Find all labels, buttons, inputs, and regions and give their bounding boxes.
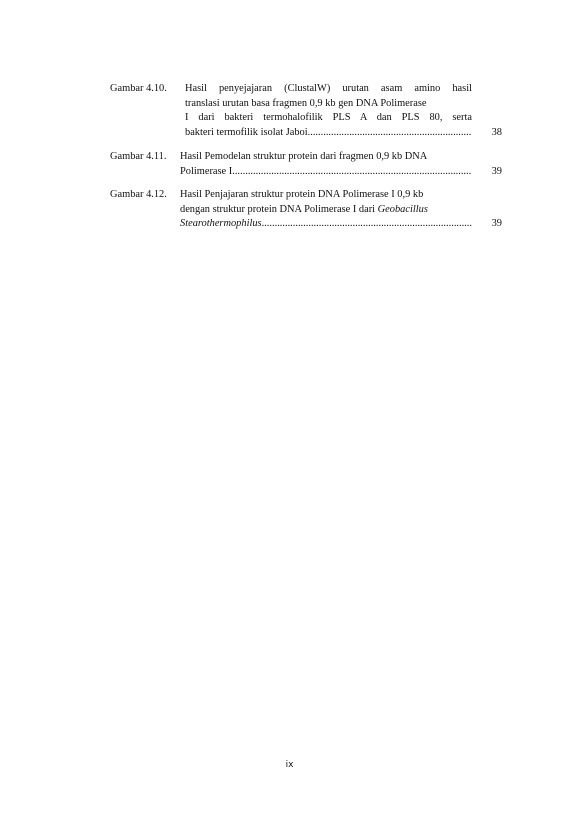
page-folio: ix bbox=[285, 760, 294, 770]
species-name-epithet: Stearothermophilus bbox=[180, 218, 262, 230]
caption-line-last bbox=[185, 126, 472, 141]
page-number: 39 bbox=[491, 165, 502, 177]
caption-line: Hasil Penjajaran struktur protein DNA Polimerase I 0,9 kb bbox=[180, 189, 424, 200]
caption-line-text: Polimerase I bbox=[180, 165, 233, 177]
caption-line bbox=[180, 203, 472, 218]
figure-label: Gambar 4.11. bbox=[110, 151, 167, 162]
species-name-genus: Geobacillus bbox=[377, 203, 428, 215]
caption-line-last bbox=[180, 165, 472, 180]
caption-line-text: bakteri termofilik isolat Jaboi bbox=[185, 127, 308, 139]
dot-leader bbox=[232, 165, 472, 180]
figure-list-entry-4-11 bbox=[110, 150, 502, 179]
figure-label: Gambar 4.12. bbox=[110, 189, 167, 200]
figure-label: Gambar 4.10. bbox=[110, 83, 167, 94]
figure-list-entry-4-10 bbox=[110, 82, 502, 141]
dot-leader bbox=[262, 217, 472, 232]
caption-line: Hasil penyejajaran (ClustalW) urutan asam amino hasil bbox=[185, 83, 472, 94]
figure-caption bbox=[180, 188, 472, 232]
page-number: 39 bbox=[491, 218, 502, 230]
caption-line: I dari bakteri termohalofilik PLS A dan PLS 80, serta bbox=[185, 112, 472, 124]
caption-line-last bbox=[180, 217, 472, 232]
figure-caption bbox=[180, 150, 472, 179]
figure-list-entry-4-12 bbox=[110, 188, 502, 232]
caption-line: translasi urutan basa fragmen 0,9 kb gen DNA Polimerase bbox=[185, 97, 427, 109]
figure-caption bbox=[185, 82, 472, 141]
caption-line: Hasil Pemodelan struktur protein dari fragmen 0,9 kb DNA bbox=[180, 151, 428, 162]
page-number: 38 bbox=[491, 127, 502, 139]
caption-line-text: dengan struktur protein DNA Polimerase I dari bbox=[180, 203, 378, 215]
dot-leader bbox=[308, 126, 472, 141]
